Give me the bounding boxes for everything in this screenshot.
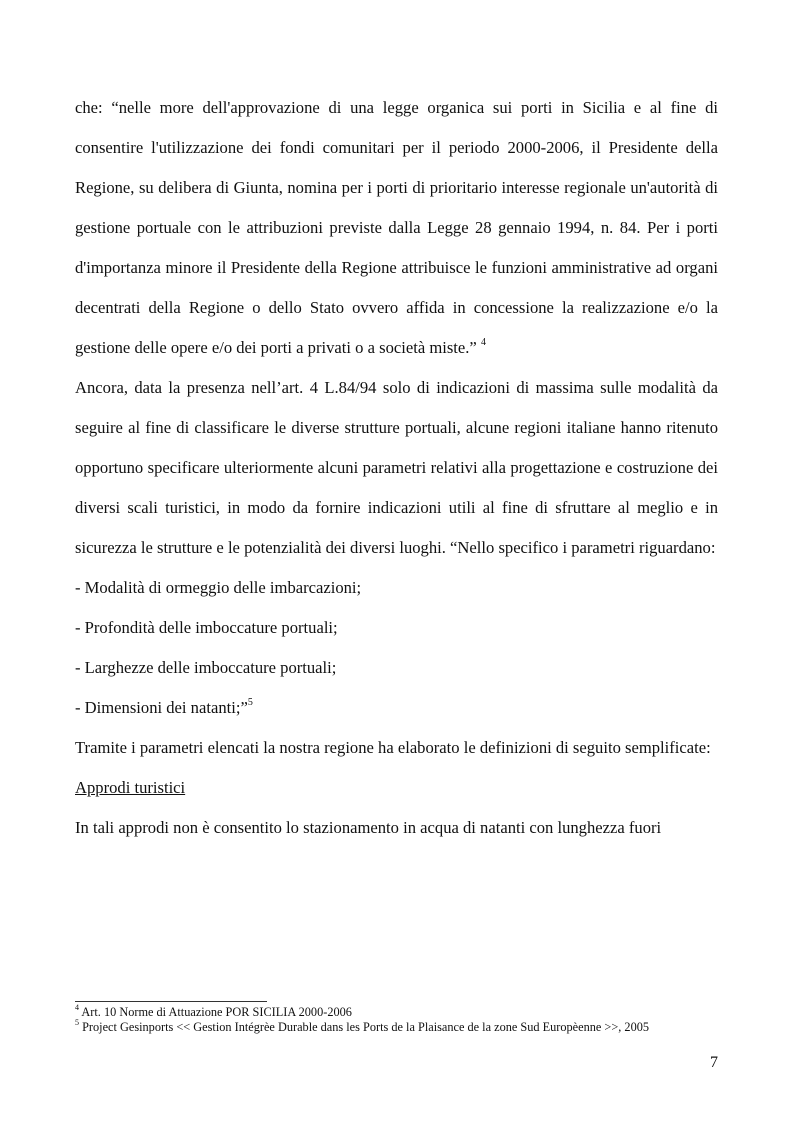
paragraph-text: che: “nelle more dell'approvazione di una legge organica sui porti in Sicilia e al fine di consentire l'utilizzazione dei fondi comunitari per il periodo 2000-2006, il Presidente della Regione, su delibera di Giunta, nomina per i porti di prioritario interesse regionale un'autorità di gestione portuale con le attribuzioni previste dalla Legge 28 gennaio 1994, n. 84. Per i porti d'importanza minore il Presidente della Regione attribuisce le funzioni amministrative ad organi decentrati della Regione o dello Stato ovvero affida in concessione la realizzazione e/o la gestione delle opere e/o dei porti a privati o a società miste.” [75, 98, 718, 357]
paragraph-quote-por-sicilia [75, 88, 718, 368]
section-heading-text: Approdi turistici [75, 778, 186, 797]
paragraph-approdi: In tali approdi non è consentito lo stazionamento in acqua di natanti con lunghezza fuori [75, 818, 662, 837]
body-text [75, 88, 718, 848]
list-item-text: - Dimensioni dei natanti;” [75, 698, 248, 717]
list-item [75, 688, 718, 728]
paragraph-definizioni: Tramite i parametri elencati la nostra regione ha elaborato le definizioni di seguito semplificate: [75, 738, 711, 757]
list-item: - Modalità di ormeggio delle imbarcazioni; [75, 578, 362, 597]
footnote-divider [75, 1001, 267, 1002]
footnote-text: Project Gesinports << Gestion Intégrèe Durable dans les Ports de la Plaisance de la zone Sud Europèenne >>, 2005 [82, 1020, 650, 1034]
footnote-number: 4 [75, 1002, 79, 1012]
list-item: - Profondità delle imboccature portuali; [75, 618, 338, 637]
footnote-ref-5: 5 [247, 697, 253, 709]
list-item: - Larghezze delle imboccature portuali; [75, 658, 337, 677]
footnote-text: Art. 10 Norme di Attuazione POR SICILIA 2000-2006 [81, 1005, 352, 1019]
page-number: 7 [710, 1054, 718, 1071]
footnote-ref-4: 4 [480, 337, 486, 349]
paragraph-parametri: Ancora, data la presenza nell’art. 4 L.84/94 solo di indicazioni di massima sulle modalità da seguire al fine di classificare le diverse strutture portuali, alcune regioni italiane hanno ritenuto opportuno specificare ulteriormente alcuni parametri relativi alla progettazione e costruzione dei diversi scali turistici, in modo da fornire indicazioni utili al fine di sfruttare al meglio e in sicurezza le strutture e le potenzialità dei diversi luoghi. “Nello specifico i parametri riguardano: [75, 378, 718, 557]
section-heading [75, 768, 718, 808]
footnote-4 [75, 1002, 725, 1020]
footnote-number: 5 [75, 1017, 79, 1027]
footnotes [75, 1002, 725, 1035]
footnote-5 [75, 1017, 725, 1035]
